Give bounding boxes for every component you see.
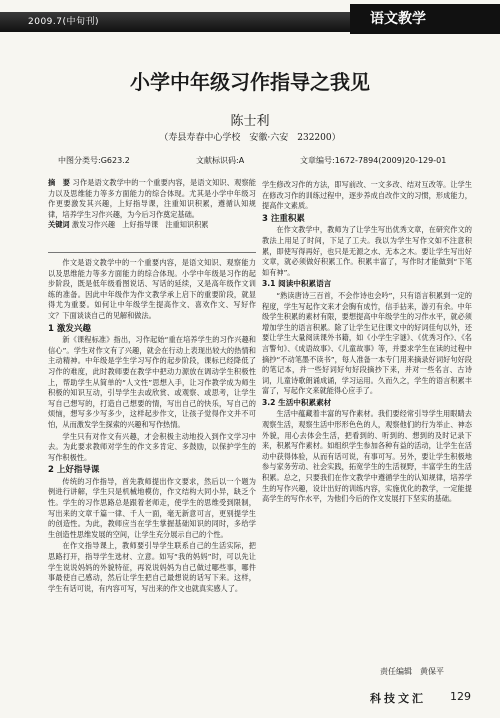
section-3-2-paragraph: 生活中蕴藏着丰富的写作素材。我们要经常引导学生用眼睛去观察生活，观察生活中形形色色的人，观察他们的行为举止、神态外貌，用心去体会生活，把看到的、听到的、想到的及时记录下来，积累写作素材。如组织学生参加各种有益的活动，让学生在活动中获得体验，从而有话可说，有事可写。另外，要让学生积极地参与家务劳动、社会实践，拓宽学生的生活视野，丰富学生的生活积累。总之，只要我们在作文教学中遵循学生的认知规律，培养学生的写作兴趣，设计出好的训练内容，实施优化的教学，一定能提高学生的写作水平，为他们今后的作文发展打下坚实的基础。 bbox=[262, 409, 472, 504]
abstract-label: 摘 要 bbox=[48, 178, 71, 187]
keywords-label: 关键词 bbox=[48, 220, 70, 229]
section-1-paragraph-1: 新《课程标准》指出，习作起始“重在培养学生的习作兴趣和信心”。学生对作文有了兴趣，就会在行动上表现出较大的热情和主动精神。中年级是学生学习写作的起步阶段，课标已经降低了习作的难度，此时教师要在教学中把动力源放在调动学生积极性上，帮助学生从简单的“人文性”思想入手，让习作教学成为师生积极的知识互动，引导学生去或欣赏、或观察、或思考，让学生写自己想写的，打造自己想要的情，写出自己的快乐，写自己的烦恼，想写多少写多少，这样起步作文，让孩子觉得作文并不可怕，从而激发学生探索的兴趣和写作热情。 bbox=[48, 335, 256, 429]
doc-code: 文献标识码:A bbox=[196, 156, 245, 165]
journal-name: 科技文汇 bbox=[370, 692, 426, 705]
abstract-text: 习作是语文教学中的一个重要内容，是语文知识、观察能力以及思维能力等多方面能力的综合体现。尤其是小学中年级习作更要激发其兴趣，上好指导课，注重知识积累，遵循认知规律，培养学生习作兴趣，为今后习作奠定基础。 bbox=[48, 178, 256, 219]
keywords-line bbox=[48, 220, 256, 231]
page-number: 129 bbox=[450, 690, 471, 703]
right-column bbox=[262, 180, 472, 656]
section-2-heading: 2 上好指导课 bbox=[48, 465, 100, 476]
section-1-paragraph-2: 学生只有对作文有兴趣，才会积极主动地投入到作文学习中去。为此要求教师对学生的作文多肯定、多鼓励，以保护学生的写作积极性。 bbox=[48, 431, 256, 462]
section-3-2-heading: 3.2 生活中积累素材 bbox=[262, 397, 332, 407]
page-header bbox=[0, 0, 500, 34]
responsible-editor: 责任编辑 黄保平 bbox=[380, 667, 444, 676]
section-1-heading: 1 激发兴趣 bbox=[48, 323, 91, 334]
abstract-block bbox=[48, 178, 256, 231]
left-column bbox=[48, 258, 256, 658]
abstract-paragraph bbox=[48, 178, 256, 220]
keywords-text: 激发习作兴趣 上好指导课 注重知识积累 bbox=[71, 220, 209, 229]
section-3-paragraph: 在作文教学中，教师为了让学生写出优秀文章，在研究作文的教法上用足了时间，下足了工夫。我以为学生写作文如不注意积累，即使写得再好，也只是无源之水、无本之木。要让学生写出好文章，就必须做好积累工作。积累丰富了，写作时才能做到“下笔如有神”。 bbox=[262, 225, 472, 277]
abstract-divider bbox=[48, 252, 256, 253]
clc-number: 中图分类号:G623.2 bbox=[58, 156, 130, 165]
issue-label: 2009.7(中旬刊) bbox=[28, 17, 100, 27]
author-affiliation: （寿县寿春中心学校 安徽·六安 232200） bbox=[159, 133, 341, 143]
section-tab: 语文教学 bbox=[350, 4, 500, 34]
intro-paragraph: 作文是语文教学中的一个重要内容，是语文知识、观察能力以及思维能力等多方面能力的综合体现。小学中年级是习作的起步阶段，既是低年级看图说话、写话的延续，又是高年级作文训练的准备。因此中年级作为作文教学承上启下的重要阶段，就显得尤为重要。如何让中年级学生提高作文、喜欢作文、写好作文？下面谈谈自己的见解和做法。 bbox=[48, 258, 256, 320]
section-2-paragraph-1: 传统的习作指导，首先教师提出作文要求，然后以一个题为例进行讲解，学生只是机械地模仿，作文结构大同小异，缺乏个性。学生的习作思路总是跟着老师走，使学生的思维受到限制，写出来的文章千篇一律、千人一面，毫无新意可言，更别提学生的创造性。为此，教师应当在学生掌握基础知识的同时，多给学生创造性思维发展的空间，让学生充分展示自己的个性。 bbox=[48, 476, 256, 539]
section-2-paragraph-2: 在作文指导课上，教师要引导学生联系自己的生活实际，把思路打开，指导学生选材、立意。如写“我的妈妈”时，可以先让学生说说妈妈的外貌特征，再说说妈妈为自己做过哪些事，哪件事最使自己感动，然后让学生把自己最想说的话写下来。这样，学生有话可说，有内容可写，写出来的作文也就真实感人了。 bbox=[48, 541, 256, 593]
article-number: 文章编号:1672-7894(2009)20-129-01 bbox=[300, 156, 447, 165]
section-3-1-paragraph: “熟读唐诗三百首，不会作诗也会吟”，只有语言积累到一定的程度，学生写起作文来才会胸有成竹，信手拈来，游刃有余。中年级学生积累的素材有限，要想提高中年级学生的习作水平，就必须增加学生的语言积累。除了让学生记住课文中的好词佳句以外，还要让学生大量阅读课外书籍，如《小学生字谜》、《优秀习作》、《名言警句》、《成语故事》、《儿童故事》等，并要求学生在读的过程中摘抄“不动笔墨不读书”，每人准备一本专门用来摘录好词好句好段的笔记本，并一些好词好句好段摘抄下来，并对一些名言、古诗词，儿童诗歌朗诵成诵，学习运用。久而久之，学生的语言积累丰富了，写起作文来就能得心应手了。 bbox=[262, 290, 472, 396]
article-title: 小学中年级习作指导之我见 bbox=[130, 70, 370, 94]
article-author: 陈士利 bbox=[230, 114, 270, 129]
continued-paragraph: 学生修改习作的方法，即写前改、一文多改、结对互改等。让学生在修改习作的训练过程中，逐步养成自改作文的习惯，形成能力，提高作文素质。 bbox=[262, 180, 472, 211]
section-3-1-heading: 3.1 阅读中积累语言 bbox=[262, 279, 332, 289]
section-3-heading: 3 注重积累 bbox=[262, 213, 305, 224]
